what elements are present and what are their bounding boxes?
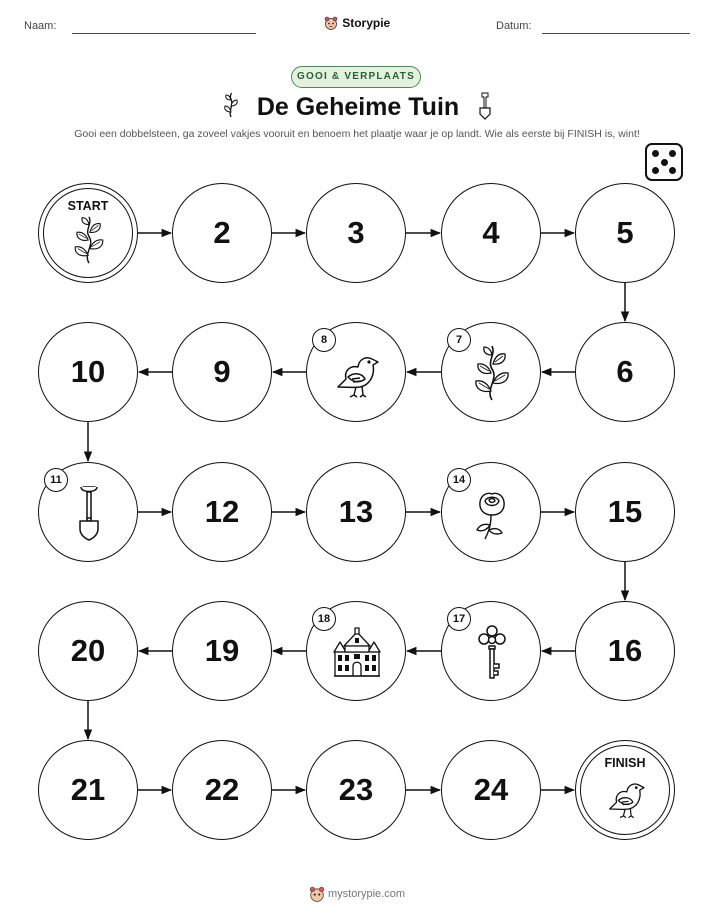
start-space xyxy=(38,183,138,283)
board-space-22 xyxy=(172,740,272,840)
space-number: 12 xyxy=(204,494,240,529)
footer-url: mystorypie.com xyxy=(327,887,406,900)
game-type-badge: GOOI & VERPLAATS xyxy=(291,66,421,88)
board-space-14 xyxy=(441,462,541,562)
space-number-tag: 11 xyxy=(44,468,68,492)
space-number: 16 xyxy=(607,633,643,668)
space-number: 13 xyxy=(338,494,374,529)
board-space-8 xyxy=(306,322,406,422)
board-space-5 xyxy=(575,183,675,283)
board-space-4 xyxy=(441,183,541,283)
space-number: 6 xyxy=(616,354,634,389)
board-space-11 xyxy=(38,462,138,562)
space-number-tag: 8 xyxy=(312,328,336,352)
board-space-15 xyxy=(575,462,675,562)
board-space-10 xyxy=(38,322,138,422)
space-number: 23 xyxy=(338,772,374,807)
space-number: 5 xyxy=(616,215,634,250)
space-number: 2 xyxy=(213,215,231,250)
board-space-7 xyxy=(441,322,541,422)
vine-icon xyxy=(64,216,114,264)
title-text: De Geheime Tuin xyxy=(256,93,460,121)
vine-icon xyxy=(467,345,517,401)
date-label: Datum: xyxy=(496,20,532,32)
start-label: START xyxy=(67,199,109,213)
brand-name: Storypie xyxy=(342,15,391,30)
mansion-icon xyxy=(332,624,382,680)
space-number: 19 xyxy=(204,633,240,668)
space-number-tag: 18 xyxy=(312,607,336,631)
board-space-3 xyxy=(306,183,406,283)
shovel-icon xyxy=(64,485,114,541)
space-number: 24 xyxy=(473,772,509,807)
key-icon xyxy=(467,624,517,680)
space-number: 9 xyxy=(213,354,231,389)
board-space-19 xyxy=(172,601,272,701)
space-number: 10 xyxy=(70,354,106,389)
footer xyxy=(0,886,714,902)
space-number-tag: 17 xyxy=(447,607,471,631)
board-space-24 xyxy=(441,740,541,840)
board-space-18 xyxy=(306,601,406,701)
board-space-16 xyxy=(575,601,675,701)
finish-label: FINISH xyxy=(604,756,646,770)
board-space-12 xyxy=(172,462,272,562)
bird-icon xyxy=(332,345,382,401)
board-space-2 xyxy=(172,183,272,283)
space-number: 22 xyxy=(204,772,240,807)
board-space-6 xyxy=(575,322,675,422)
space-number-tag: 7 xyxy=(447,328,471,352)
bird-icon xyxy=(601,773,651,821)
space-number: 21 xyxy=(70,772,106,807)
finish-space xyxy=(575,740,675,840)
rose-icon xyxy=(467,485,517,541)
space-number: 20 xyxy=(70,633,106,668)
name-label: Naam: xyxy=(24,20,57,32)
board-space-9 xyxy=(172,322,272,422)
board-space-17 xyxy=(441,601,541,701)
storypie-mascot-icon xyxy=(309,886,325,902)
board-space-20 xyxy=(38,601,138,701)
instructions: Gooi een dobbelsteen, ga zoveel vakjes vooruit en benoem het plaatje waar je op landt. Wie als eerste bij FINISH is, wint! xyxy=(74,128,640,140)
board-space-13 xyxy=(306,462,406,562)
board-space-23 xyxy=(306,740,406,840)
board-space-21 xyxy=(38,740,138,840)
space-number: 4 xyxy=(482,215,500,250)
space-number: 3 xyxy=(347,215,365,250)
space-number-tag: 14 xyxy=(447,468,471,492)
space-number: 15 xyxy=(607,494,643,529)
